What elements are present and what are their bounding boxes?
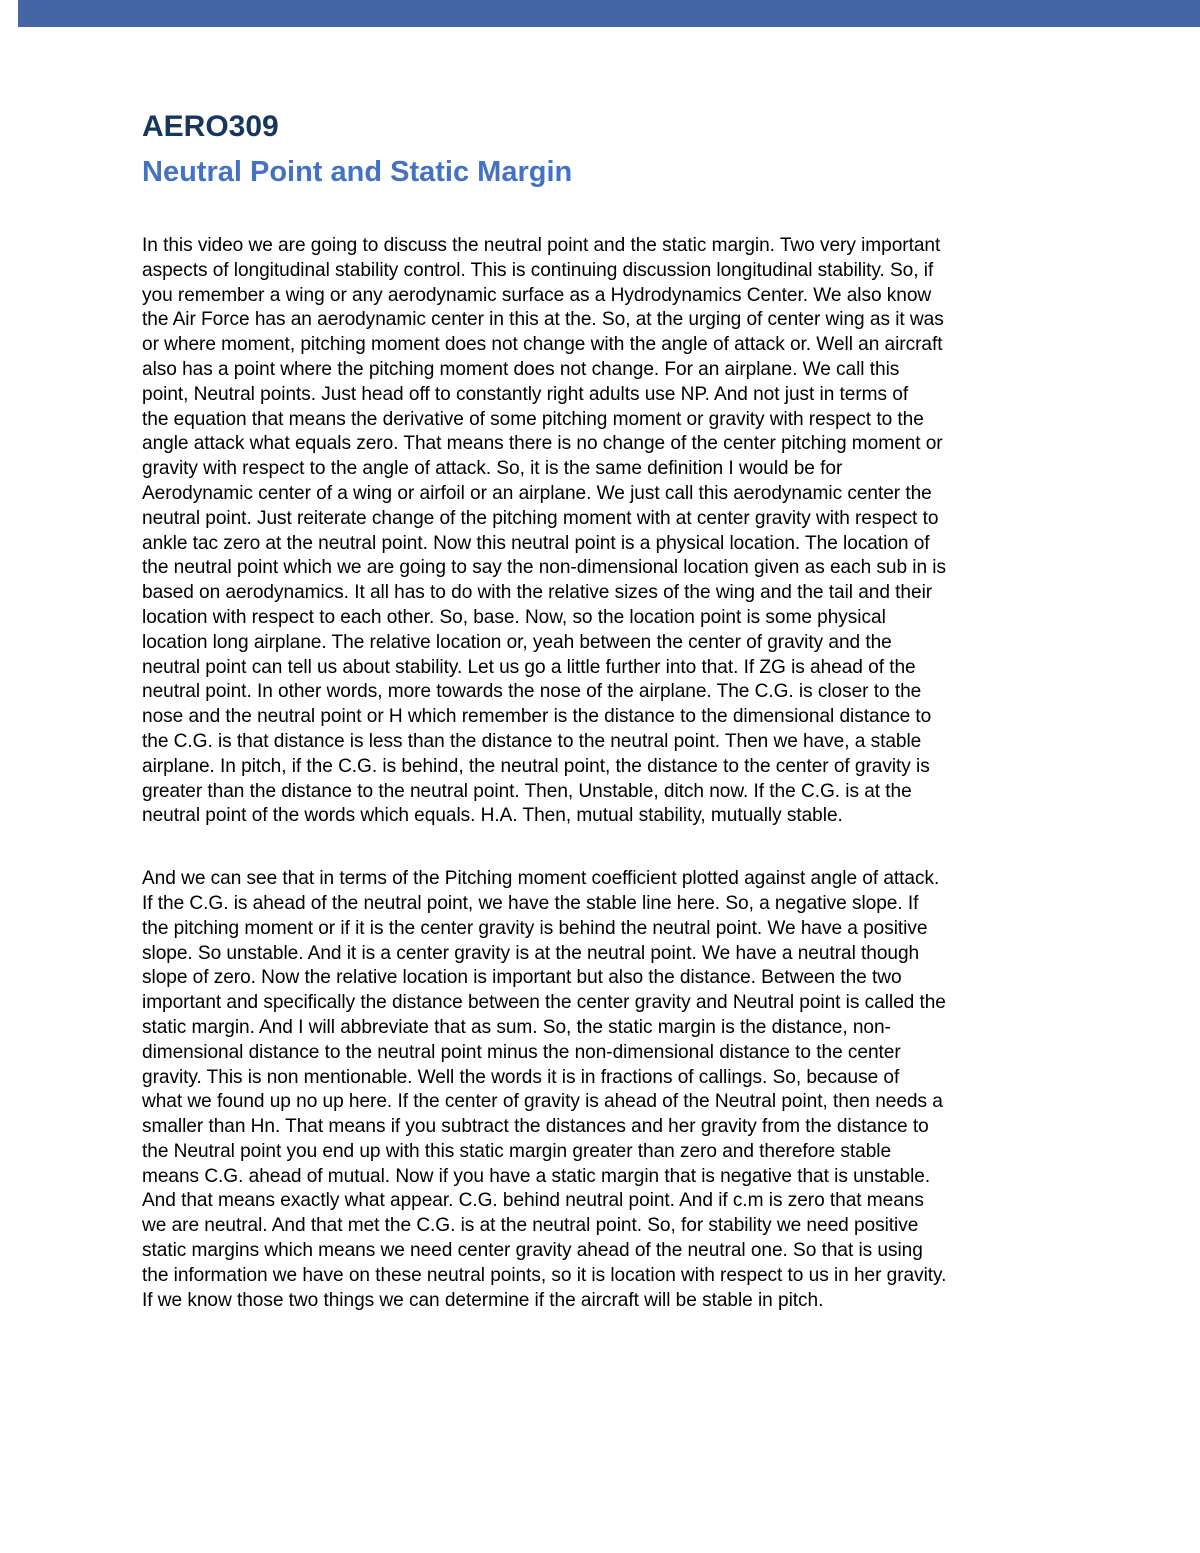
text-line: the pitching moment or if it is the center gravity is behind the neutral point. We have a positive (142, 917, 928, 939)
text-line: the neutral point which we are going to say the non-dimensional location given as each sub in is (142, 557, 947, 579)
text-line: dimensional distance to the neutral point minus the non-dimensional distance to the center (142, 1041, 901, 1063)
text-line: ankle tac zero at the neutral point. Now this neutral point is a physical location. The location of (142, 532, 930, 554)
document-title: Neutral Point and Static Margin (142, 156, 573, 188)
course-code: AERO309 (142, 110, 279, 143)
document-body (142, 108, 1082, 1313)
text-line: the Air Force has an aerodynamic center in this at the. So, at the urging of center wing as it was (142, 309, 944, 331)
text-line: angle attack what equals zero. That means there is no change of the center pitching moment or (142, 433, 943, 455)
text-line: neutral point can tell us about stability. Let us go a little further into that. If ZG is ahead of the (142, 656, 916, 678)
text-line: the information we have on these neutral points, so it is location with respect to us in her gravity. (142, 1264, 947, 1286)
text-line: location long airplane. The relative location or, yeah between the center of gravity and the (142, 631, 892, 653)
paragraph-2 (142, 867, 1082, 1313)
text-line: neutral point. Just reiterate change of the pitching moment with at center gravity with respect to (142, 507, 939, 529)
text-line: the equation that means the derivative of some pitching moment or gravity with respect to the (142, 408, 924, 430)
text-line: If the C.G. is ahead of the neutral point, we have the stable line here. So, a negative slope. If (142, 892, 919, 914)
text-line: nose and the neutral point or H which remember is the distance to the dimensional distance to (142, 706, 932, 728)
text-line: In this video we are going to discuss the neutral point and the static margin. Two very important (142, 235, 941, 256)
text-line: airplane. In pitch, if the C.G. is behind, the neutral point, the distance to the center of gravity is (142, 755, 930, 777)
text-line: based on aerodynamics. It all has to do with the relative sizes of the wing and the tail and their (142, 582, 933, 604)
text-line: And we can see that in terms of the Pitching moment coefficient plotted against angle of attack. (142, 868, 940, 890)
text-line: slope. So unstable. And it is a center gravity is at the neutral point. We have a neutral though (142, 942, 920, 964)
text-line: greater than the distance to the neutral point. Then, Unstable, ditch now. If the C.G. is at the (142, 780, 912, 802)
text-line: static margins which means we need center gravity ahead of the neutral one. So that is using (142, 1240, 923, 1262)
text-line: gravity with respect to the angle of attack. So, it is the same definition I would be for (142, 458, 843, 480)
text-line: means C.G. ahead of mutual. Now if you have a static margin that is negative that is unstable. (142, 1165, 931, 1187)
header-band (18, 0, 1200, 27)
text-line: smaller than Hn. That means if you subtract the distances and her gravity from the distance to (142, 1116, 929, 1138)
text-line: you remember a wing or any aerodynamic surface as a Hydrodynamics Center. We also know (142, 284, 932, 306)
text-line: important and specifically the distance between the center gravity and Neutral point is called the (142, 992, 946, 1014)
text-line: neutral point. In other words, more towards the nose of the airplane. The C.G. is closer to the (142, 681, 922, 703)
text-line: gravity. This is non mentionable. Well the words it is in fractions of callings. So, because of (142, 1066, 900, 1088)
text-line: what we found up no up here. If the center of gravity is ahead of the Neutral point, then needs a (142, 1091, 943, 1113)
text-line: location with respect to each other. So, base. Now, so the location point is some physical (142, 606, 886, 628)
text-line: the C.G. is that distance is less than the distance to the neutral point. Then we have, a stable (142, 730, 922, 752)
text-line: slope of zero. Now the relative location is important but also the distance. Between the two (142, 967, 902, 989)
text-line: point, Neutral points. Just head off to constantly right adults use NP. And not just in terms of (142, 383, 909, 405)
text-line: we are neutral. And that met the C.G. is at the neutral point. So, for stability we need positive (142, 1215, 919, 1237)
text-line: And that means exactly what appear. C.G. behind neutral point. And if c.m is zero that means (142, 1190, 924, 1212)
text-line: aspects of longitudinal stability control. This is continuing discussion longitudinal stability. So, if (142, 259, 934, 281)
text-line: If we know those two things we can determine if the aircraft will be stable in pitch. (142, 1289, 824, 1311)
text-line: or where moment, pitching moment does not change with the angle of attack or. Well an aircraft (142, 334, 943, 356)
paragraph-1 (142, 234, 1082, 829)
text-line: static margin. And I will abbreviate that as sum. So, the static margin is the distance, non- (142, 1016, 891, 1038)
text-line: the Neutral point you end up with this static margin greater than zero and therefore stable (142, 1140, 892, 1162)
text-line: neutral point of the words which equals. H.A. Then, mutual stability, mutually stable. (142, 805, 843, 827)
text-line: Aerodynamic center of a wing or airfoil or an airplane. We just call this aerodynamic center the (142, 482, 932, 504)
text-line: also has a point where the pitching moment does not change. For an airplane. We call this (142, 358, 900, 380)
